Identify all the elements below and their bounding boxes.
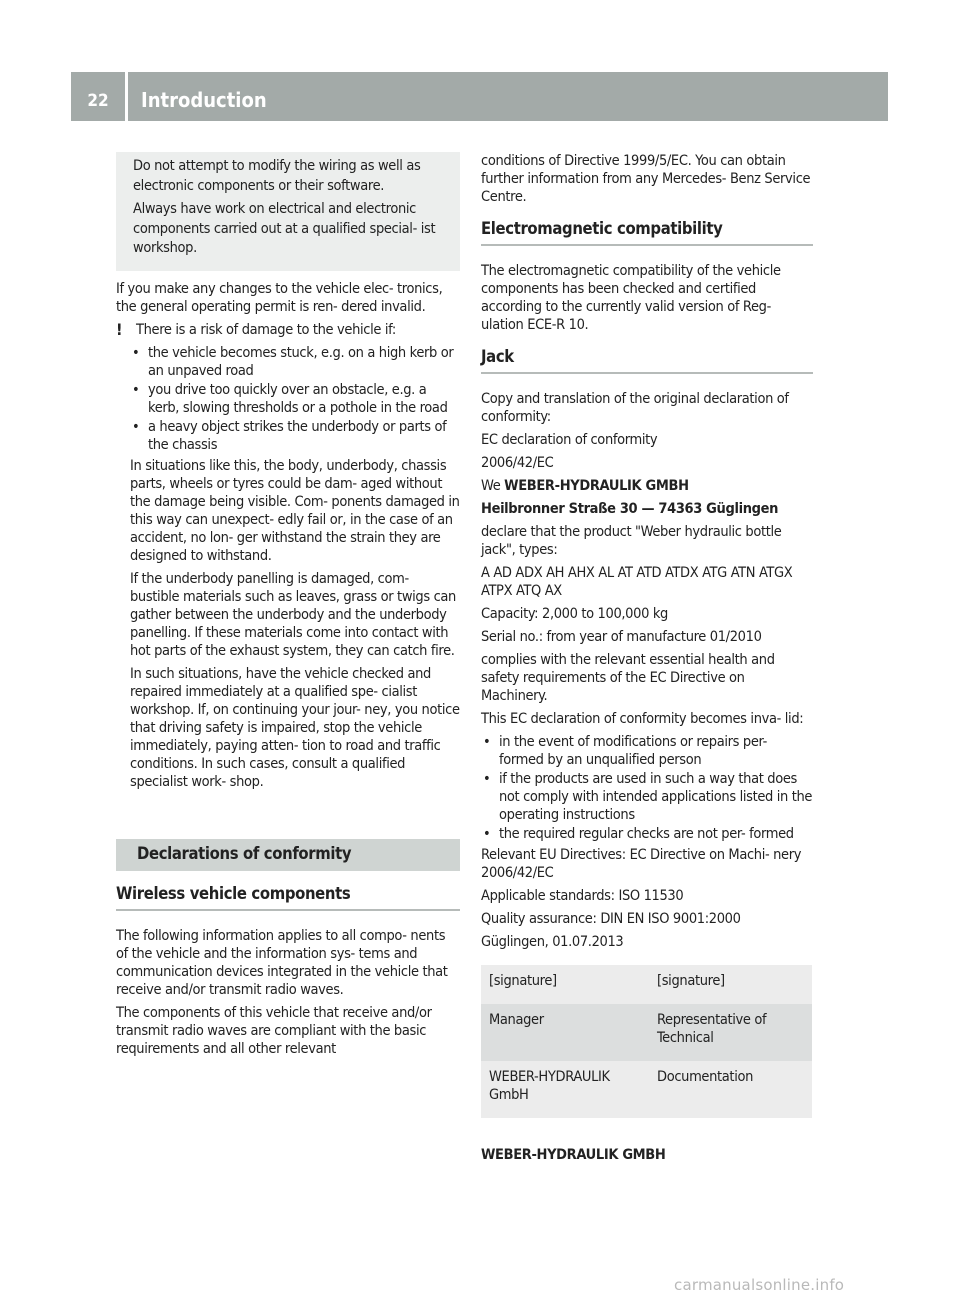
paragraph: complies with the relevant essential health and safety requirements of the EC Directive on Machinery. (481, 652, 775, 704)
warning-intro: There is a risk of damage to the vehicle if: (136, 321, 396, 338)
note-text: Do not attempt to modify the wiring as well as electronic components or their software. (133, 158, 421, 194)
paragraph: Copy and translation of the original declaration of conformity: (481, 391, 789, 425)
subsection-title: Wireless vehicle components (116, 885, 460, 911)
table-cell: Representative of Technical (649, 1004, 812, 1061)
subsection-title: Jack (481, 348, 813, 374)
bullet-icon: • (483, 826, 491, 842)
paragraph: Applicable standards: ISO 11530 (481, 888, 684, 904)
paragraph: Güglingen, 01.07.2013 (481, 934, 624, 950)
table-row (481, 1061, 812, 1118)
bullet-icon: • (132, 344, 140, 361)
table-cell: Manager (481, 1004, 649, 1061)
watermark: carmanualsonline.info (674, 1276, 845, 1294)
note-box (116, 152, 460, 271)
paragraph: The electromagnetic compatibility of the vehicle components has been checked and certified according to the currently valid version of Reg- ulation ECE-R 10. (481, 263, 781, 333)
footer-company: WEBER-HYDRAULIK GMBH (481, 1147, 666, 1163)
bullet-icon: • (483, 771, 491, 787)
page-number: 22 (71, 72, 125, 121)
subsection-title: Electromagnetic compatibility (481, 220, 813, 246)
note-text: Always have work on electrical and electronic components carried out at a qualified special- ist workshop. (133, 201, 436, 256)
bullet-icon: • (132, 381, 140, 398)
list-item: • the vehicle becomes stuck, e.g. on a high kerb or an unpaved road (132, 344, 454, 379)
warning-content (116, 344, 460, 791)
company-name: WEBER-HYDRAULIK GMBH (504, 478, 689, 494)
table-cell: [signature] (481, 965, 649, 1004)
list-item: • if the products are used in such a way that does not comply with intended applications listed in the operating instructions (483, 771, 813, 823)
paragraph: 2006/42/EC (481, 455, 554, 471)
paragraph: A AD ADX AH AHX AL AT ATD ATDX ATG ATN ATGX ATPX ATQ AX (481, 565, 793, 599)
paragraph: The following information applies to all compo- nents of the vehicle and the information sys- tems and communication devices integrated in the vehicle that receive and/or transmit radio waves. (116, 927, 448, 998)
left-column (116, 152, 460, 1063)
list-item: • in the event of modifications or repairs per- formed by an unqualified person (483, 734, 767, 768)
table-row (481, 965, 812, 1004)
table-cell: WEBER-HYDRAULIK GmbH (481, 1061, 649, 1118)
signature-table (481, 965, 812, 1118)
list-item: • you drive too quickly over an obstacle, e.g. a kerb, slowing thresholds or a pothole in the road (132, 381, 448, 416)
paragraph: The components of this vehicle that receive and/or transmit radio waves are compliant with the basic requirements and all other relevant (116, 1004, 432, 1057)
paragraph: Capacity: 2,000 to 100,000 kg (481, 606, 668, 622)
paragraph: Serial no.: from year of manufacture 01/2010 (481, 629, 762, 645)
paragraph: In such situations, have the vehicle checked and repaired immediately at a qualified spe- cialist workshop. If, on continuing your jour- ney, you notice that driving safety is impaired, stop the vehicle immediately, paying atten- tion to road and traffic conditions. In such cases, consult a qualified specialist work- shop. (130, 665, 460, 790)
table-cell: Documentation (649, 1061, 812, 1118)
paragraph: EC declaration of conformity (481, 432, 658, 448)
paragraph: Relevant EU Directives: EC Directive on Machi- nery 2006/42/EC (481, 847, 802, 881)
list-item: • a heavy object strikes the underbody or parts of the chassis (132, 418, 447, 453)
page-title: Introduction (128, 72, 888, 121)
paragraph: In situations like this, the body, underbody, chassis parts, wheels or tyres could be dam- aged without the damage being visible. Com- ponents damaged in this way can unexpect- edly fail or, in the case of an accident, no lon- ger withstand the strain they are designed to withstand. (130, 457, 460, 564)
right-column (481, 152, 813, 1169)
table-cell: [signature] (649, 965, 812, 1004)
paragraph: If the underbody panelling is damaged, com- bustible materials such as leaves, grass or twigs can gather between the underbody and the underbody panelling. If these materials come into contact with hot parts of the exhaust system, they can catch fire. (130, 570, 456, 659)
company-address: Heilbronner Straße 30 — 74363 Güglingen (481, 501, 779, 517)
warning-block (116, 321, 460, 344)
bullet-icon: • (483, 734, 491, 750)
table-row (481, 1004, 812, 1061)
bullet-icon: • (132, 418, 140, 435)
list-item: • the required regular checks are not per- formed (483, 826, 794, 842)
section-title: Declarations of conformity (116, 839, 460, 871)
warning-icon: ! (116, 319, 123, 339)
manufacturer-line: We WEBER-HYDRAULIK GMBH (481, 478, 689, 494)
paragraph: declare that the product "Weber hydraulic bottle jack", types: (481, 524, 782, 558)
paragraph: This EC declaration of conformity becomes inva- lid: (481, 711, 804, 727)
paragraph: If you make any changes to the vehicle elec- tronics, the general operating permit is ren- dered invalid. (116, 280, 443, 315)
paragraph: Quality assurance: DIN EN ISO 9001:2000 (481, 911, 741, 927)
paragraph: conditions of Directive 1999/5/EC. You can obtain further information from any Mercedes- Benz Service Centre. (481, 153, 811, 205)
